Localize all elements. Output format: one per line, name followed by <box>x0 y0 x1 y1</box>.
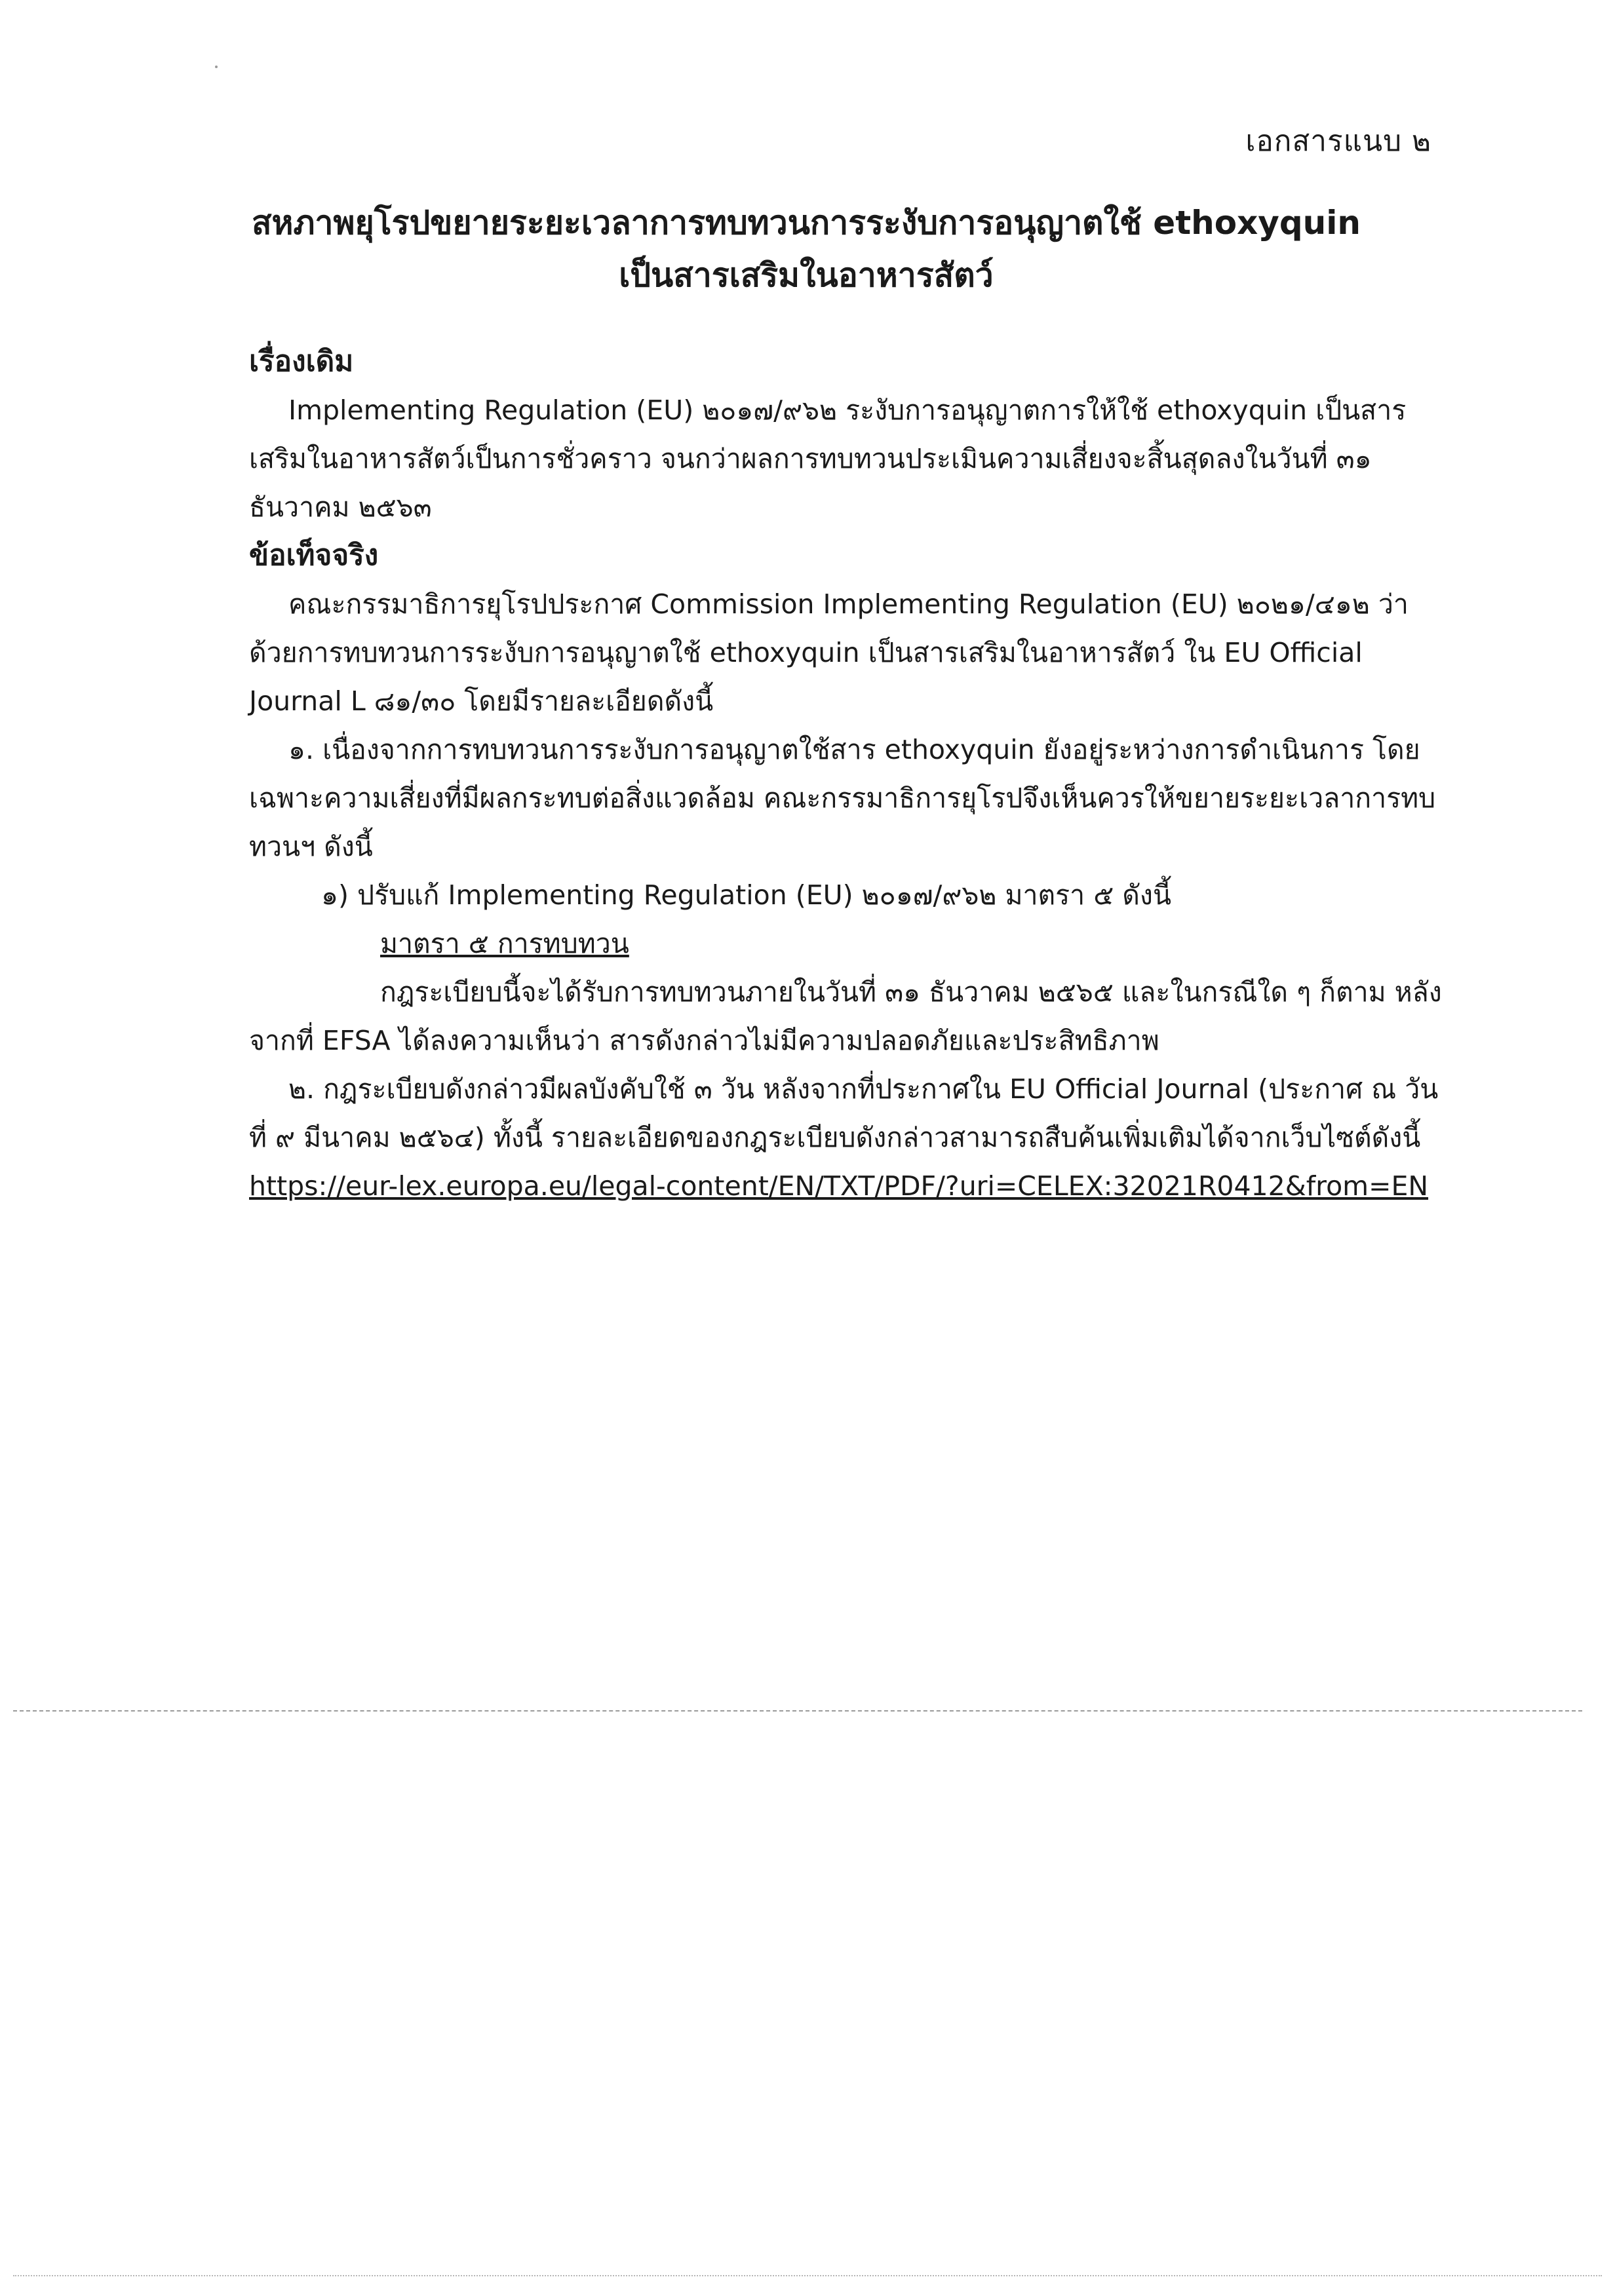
document-title <box>249 197 1363 301</box>
facts-intro-paragraph: คณะกรรมาธิการยุโรปประกาศ Commission Implementing Regulation (EU) ๒๐๒๑/๔๑๒ ว่าด้วยการทบทวนการระงับการอนุญาตใช้ ethoxyquin เป็นสารเสริมในอาหารสัตว์ ใน EU Official Journal L ๘๑/๓๐ โดยมีรายละเอียดดังนี้ <box>249 588 1409 717</box>
eur-lex-link[interactable]: https://eur-lex.europa.eu/legal-content/EN/TXT/PDF/?uri=CELEX:32021R0412&from=EN <box>249 1170 1429 1202</box>
article-5-heading: มาตรา ๕ การทบทวน <box>380 928 629 959</box>
document-body <box>249 337 1449 1210</box>
bottom-edge-rule <box>13 2275 1602 2276</box>
title-line-1: สหภาพยุโรปขยายระยะเวลาการทบทวนการระงับการอนุญาตใช้ ethoxyquin <box>251 204 1361 242</box>
facts-heading: ข้อเท็จจริง <box>249 539 379 572</box>
attachment-label: เอกสารแนบ ๒ <box>1245 124 1431 158</box>
article-5-text: กฎระเบียบนี้จะได้รับการทบทวนภายในวันที่ ๓๑ ธันวาคม ๒๕๖๕ และในกรณีใด ๆ ก็ตาม หลังจากที่ EFSA ได้ลงความเห็นว่า สารดังกล่าวไม่มีความปลอดภัยและประสิทธิภาพ <box>249 976 1442 1056</box>
facts-item-2: ๒. กฎระเบียบดังกล่าวมีผลบังคับใช้ ๓ วัน หลังจากที่ประกาศใน EU Official Journal (ประกาศ ณ วันที่ ๙ มีนาคม ๒๕๖๔) ทั้งนี้ รายละเอียดของกฎระเบียบดังกล่าวสามารถสืบค้นเพิ่มเติมได้จากเว็บไซต์ดังนี้ <box>249 1073 1439 1153</box>
facts-item-1: ๑. เนื่องจากการทบทวนการระงับการอนุญาตใช้สาร ethoxyquin ยังอยู่ระหว่างการดำเนินการ โดยเฉพาะความเสี่ยงที่มีผลกระทบต่อสิ่งแวดล้อม คณะกรรมาธิการยุโรปจึงเห็นควรให้ขยายระยะเวลาการทบทวนฯ ดังนี้ <box>249 734 1436 862</box>
scan-speck <box>215 66 218 68</box>
background-heading: เรื่องเดิม <box>249 345 354 378</box>
title-line-2: เป็นสารเสริมในอาหารสัตว์ <box>619 256 994 294</box>
background-paragraph: Implementing Regulation (EU) ๒๐๑๗/๙๖๒ ระงับการอนุญาตการให้ใช้ ethoxyquin เป็นสารเสริมในอาหารสัตว์เป็นการชั่วคราว จนกว่าผลการทบทวนประเมินความเสี่ยงจะสิ้นสุดลงในวันที่ ๓๑ ธันวาคม ๒๕๖๓ <box>249 394 1407 523</box>
facts-item-1-sub-1: ๑) ปรับแก้ Implementing Regulation (EU) ๒๐๑๗/๙๖๒ มาตรา ๕ ดังนี้ <box>321 879 1171 911</box>
page-divider <box>13 1710 1582 1712</box>
